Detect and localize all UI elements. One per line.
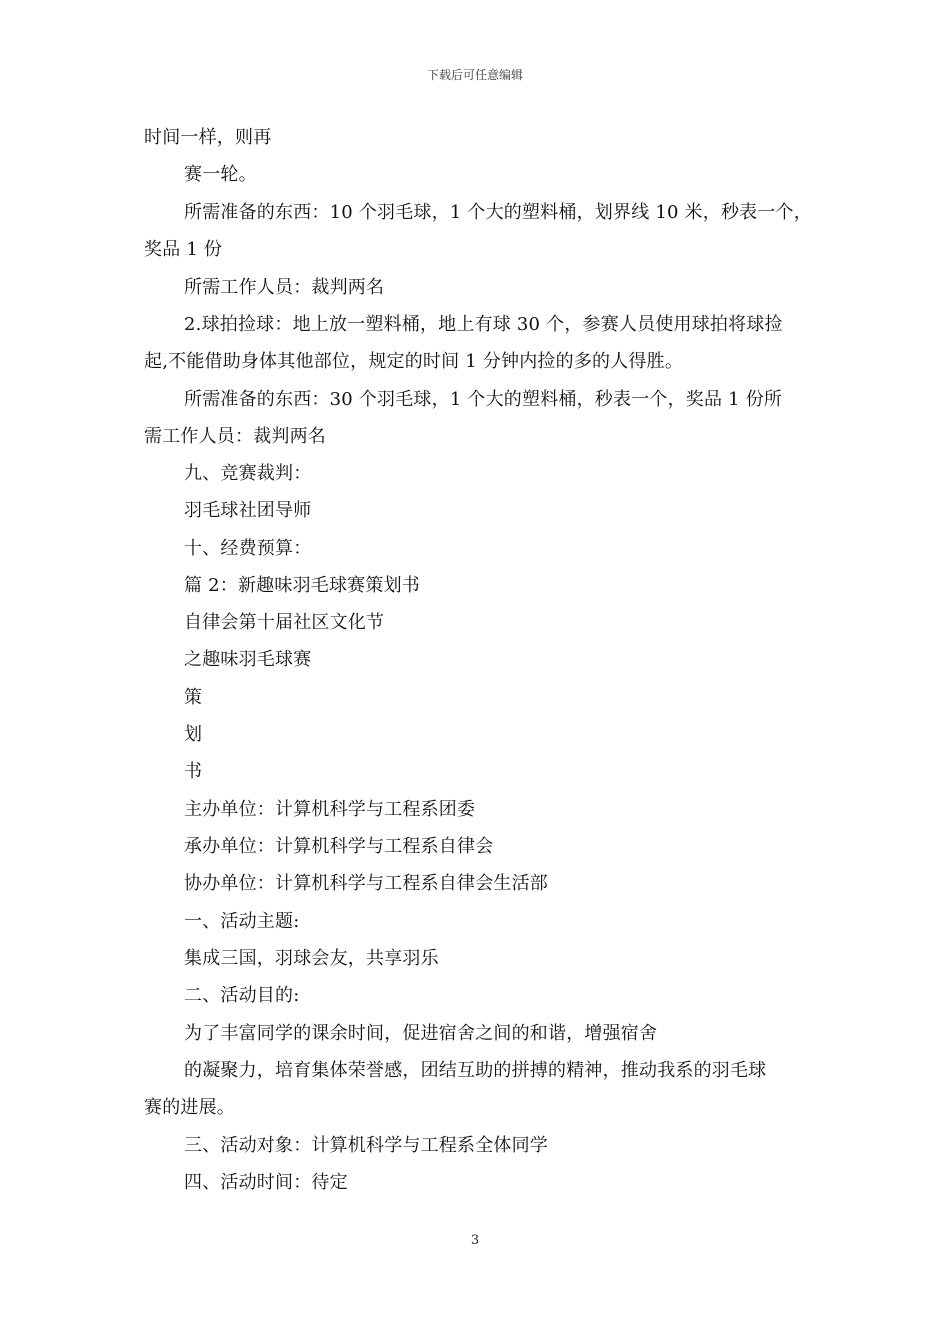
section-heading: 三、活动对象：计算机科学与工程系全体同学 bbox=[184, 1135, 548, 1156]
body-line: 赛一轮。 bbox=[184, 164, 257, 185]
page-header: 下载后可任意编辑 bbox=[426, 68, 523, 82]
body-line: 时间一样，则再 bbox=[144, 127, 272, 148]
body-line: 羽毛球社团导师 bbox=[184, 500, 312, 521]
organizer-line: 承办单位：计算机科学与工程系自律会 bbox=[184, 836, 494, 857]
body-line: 赛的进展。 bbox=[144, 1097, 235, 1118]
body-line: 需工作人员：裁判两名 bbox=[144, 426, 326, 447]
section-heading: 二、活动目的: bbox=[184, 985, 300, 1006]
doc-title-line: 自律会第十届社区文化节 bbox=[184, 612, 385, 633]
organizer-line: 协办单位：计算机科学与工程系自律会生活部 bbox=[184, 873, 548, 894]
organizer-line: 主办单位：计算机科学与工程系团委 bbox=[184, 799, 476, 820]
body-line: 2.球拍捡球：地上放一塑料桶，地上有球 30 个，参赛人员使用球拍将球捡 bbox=[184, 314, 783, 335]
body-line: 起,不能借助身体其他部位，规定的时间 1 分钟内捡的多的人得胜。 bbox=[144, 351, 684, 372]
doc-title-line: 之趣味羽毛球赛 bbox=[184, 649, 312, 670]
body-line: 为了丰富同学的课余时间，促进宿舍之间的和谐，增强宿舍 bbox=[184, 1023, 658, 1044]
section-heading: 四、活动时间：待定 bbox=[184, 1172, 348, 1193]
body-line: 所需准备的东西：30 个羽毛球，1 个大的塑料桶，秒表一个，奖品 1 份所 bbox=[184, 389, 783, 410]
section-heading: 一、活动主题: bbox=[184, 911, 300, 932]
body-line: 的凝聚力，培育集体荣誉感，团结互助的拼搏的精神，推动我系的羽毛球 bbox=[184, 1060, 767, 1081]
body-line: 所需准备的东西：10 个羽毛球，1 个大的塑料桶，划界线 10 米，秒表一个， bbox=[184, 202, 812, 223]
body-line: 奖品 1 份 bbox=[144, 239, 223, 260]
doc-title-char: 书 bbox=[184, 761, 203, 782]
page-number: 3 bbox=[470, 1233, 480, 1248]
doc-title-char: 划 bbox=[184, 724, 203, 745]
body-line: 所需工作人员：裁判两名 bbox=[184, 277, 385, 298]
section-heading: 九、竞赛裁判： bbox=[184, 463, 312, 484]
doc-title-char: 策 bbox=[184, 687, 203, 708]
body-line: 集成三国，羽球会友，共享羽乐 bbox=[184, 948, 439, 969]
part-title: 篇 2：新趣味羽毛球赛策划书 bbox=[184, 575, 420, 596]
section-heading: 十、经费预算： bbox=[184, 538, 312, 559]
